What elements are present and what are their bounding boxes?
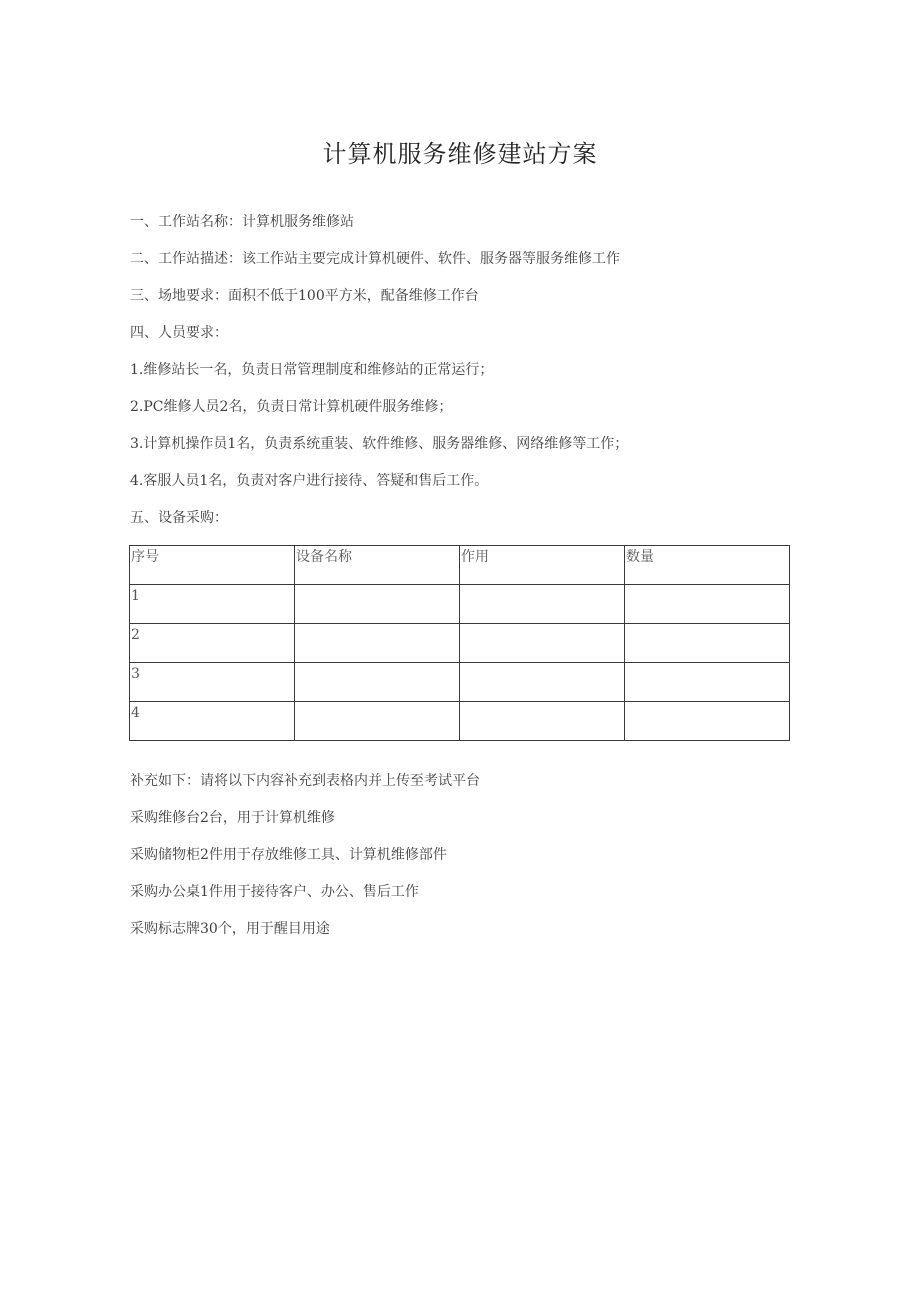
equipment-table xyxy=(129,545,790,741)
staff-item: 1.维修站长一名，负责日常管理制度和维修站的正常运行； xyxy=(130,362,494,378)
header-equipment-name: 设备名称 xyxy=(295,546,460,585)
cell-equipment-name xyxy=(295,585,460,624)
cell-equipment-name xyxy=(295,702,460,741)
section-equipment-heading: 五、设备采购： xyxy=(130,510,228,526)
section-staff-heading: 四、人员要求： xyxy=(130,325,228,341)
cell-purpose xyxy=(460,624,625,663)
section-station-name: 一、工作站名称：计算机服务维修站 xyxy=(130,214,354,230)
cell-quantity xyxy=(625,585,790,624)
table-row xyxy=(130,663,790,702)
staff-item: 3.计算机操作员1名，负责系统重装、软件维修、服务器维修、网络维修等工作； xyxy=(130,436,629,452)
table-row xyxy=(130,624,790,663)
cell-equipment-name xyxy=(295,663,460,702)
section-site-requirements: 三、场地要求：面积不低于100平方米，配备维修工作台 xyxy=(130,288,479,304)
staff-item: 2.PC维修人员2名，负责日常计算机硬件服务维修； xyxy=(130,399,453,415)
cell-quantity xyxy=(625,663,790,702)
staff-item: 4.客服人员1名，负责对客户进行接待、答疑和售后工作。 xyxy=(130,473,489,489)
section-station-description: 二、工作站描述：该工作站主要完成计算机硬件、软件、服务器等服务维修工作 xyxy=(130,251,620,267)
header-purpose: 作用 xyxy=(460,546,625,585)
supplement-item: 采购办公桌1件用于接待客户、办公、售后工作 xyxy=(130,884,419,900)
supplement-item: 采购维修台2台，用于计算机维修 xyxy=(130,810,335,826)
cell-quantity xyxy=(625,624,790,663)
header-quantity: 数量 xyxy=(625,546,790,585)
table-row xyxy=(130,585,790,624)
table-row xyxy=(130,702,790,741)
cell-index: 2 xyxy=(130,624,295,663)
cell-quantity xyxy=(625,702,790,741)
cell-index: 4 xyxy=(130,702,295,741)
cell-index: 3 xyxy=(130,663,295,702)
table-header-row xyxy=(130,546,790,585)
cell-purpose xyxy=(460,585,625,624)
supplement-heading: 补充如下：请将以下内容补充到表格内并上传至考试平台 xyxy=(130,773,480,789)
supplement-item: 采购标志牌30个，用于醒目用途 xyxy=(130,921,330,937)
cell-purpose xyxy=(460,663,625,702)
cell-purpose xyxy=(460,702,625,741)
cell-equipment-name xyxy=(295,624,460,663)
cell-index: 1 xyxy=(130,585,295,624)
header-index: 序号 xyxy=(130,546,295,585)
supplement-item: 采购储物柜2件用于存放维修工具、计算机维修部件 xyxy=(130,847,447,863)
document-title: 计算机服务维修建站方案 xyxy=(322,140,598,168)
